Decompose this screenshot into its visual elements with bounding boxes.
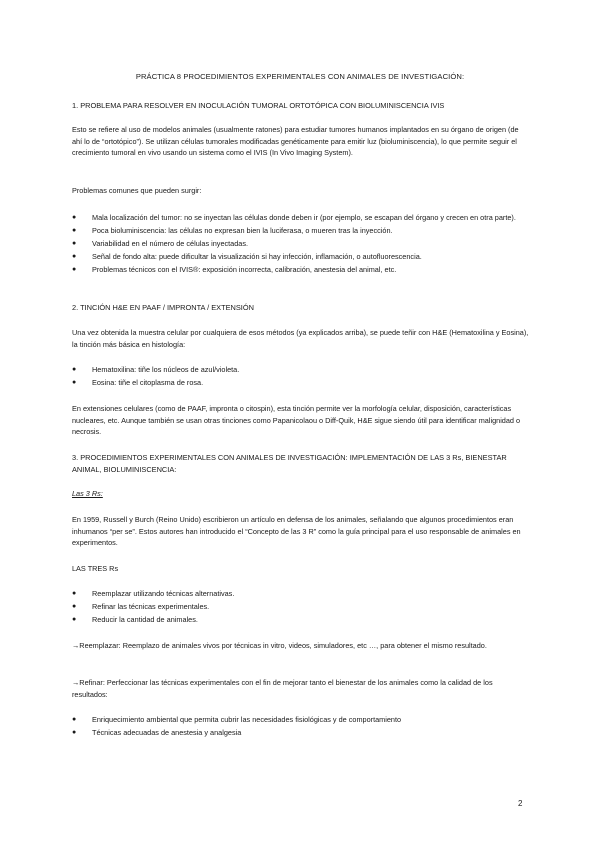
list-item [72, 588, 530, 600]
list-item [72, 601, 530, 613]
bullet-icon: ● [72, 616, 77, 623]
bullet-icon: ● [72, 214, 77, 221]
list-item-text: Reemplazar utilizando técnicas alternativas. [92, 589, 235, 598]
list-item [72, 238, 530, 250]
section-2-heading: 2. TINCIÓN H&E EN PAAF / IMPRONTA / EXTENSIÓN [72, 303, 254, 312]
list-item [72, 225, 530, 237]
list-item [72, 364, 530, 376]
section-3-subheading: Las 3 Rs: [72, 489, 103, 498]
section-2-paragraph-2: En extensiones celulares (como de PAAF, impronta o citospin), esta tinción permite ver la morfología celular, disposición, características nucleares, etc. Aunque también se usan otras tinciones como Papanicolaou o Diff-Quik, H&E sigue siendo útil para identificar malignidad o necrosis. [72, 404, 521, 436]
bullet-icon: ● [72, 729, 77, 736]
tres-rs-list-container [72, 588, 530, 627]
bullet-icon: ● [72, 603, 77, 610]
list-item-text: Mala localización del tumor: no se inyectan las células donde deben ir (por ejemplo, se escapan del órgano y crecen en otra parte). [92, 213, 516, 222]
list-item-text: Poca bioluminiscencia: las células no expresan bien la luciferasa, o mueren tras la inyección. [92, 226, 393, 235]
bullet-icon: ● [72, 590, 77, 597]
section-3-heading: 3. PROCEDIMIENTOS EXPERIMENTALES CON ANIMALES DE INVESTIGACIÓN: IMPLEMENTACIÓN DE LAS 3 Rs, BIENESTAR ANIMAL, BIOLUMINISCENCIA: [72, 453, 507, 474]
problems-intro: Problemas comunes que pueden surgir: [72, 186, 202, 195]
list-item [72, 614, 530, 626]
refinar-list [72, 714, 530, 739]
list-item-text: Refinar las técnicas experimentales. [92, 602, 210, 611]
list-item [72, 264, 530, 276]
page-number: 2 [518, 799, 523, 808]
document-title: PRÁCTICA 8 PROCEDIMIENTOS EXPERIMENTALES CON ANIMALES DE INVESTIGACIÓN: [135, 72, 465, 81]
bullet-icon: ● [72, 227, 77, 234]
list-item-text: Señal de fondo alta: puede dificultar la visualización si hay infección, inflamación, o autofluorescencia. [92, 252, 422, 261]
refinar-paragraph: →Refinar: Perfeccionar las técnicas experimentales con el fin de mejorar tanto el bienestar de los animales como la calidad de los resultados: [72, 678, 493, 699]
section-1-paragraph: Esto se refiere al uso de modelos animales (usualmente ratones) para estudiar tumores humanos implantados en su órgano de origen (de ahí lo de “ortotópico”). Se utilizan células tumorales modificadas genéticamente para emitir luz (bioluminiscencia), lo que permite seguir el crecimiento tumoral en vivo usando un sistema como el IVIS (In Vivo Imaging System). [72, 125, 519, 157]
refinar-list-container [72, 714, 530, 740]
list-item-text: Enriquecimiento ambiental que permita cubrir las necesidades fisiológicas y de comportamiento [92, 715, 402, 724]
stains-list-container [72, 364, 530, 390]
bullet-icon: ● [72, 379, 77, 386]
list-item [72, 251, 530, 263]
list-item-text: Hematoxilina: tiñe los núcleos de azul/violeta. [92, 365, 240, 374]
list-item-text: Reducir la cantidad de animales. [92, 615, 198, 624]
bullet-icon: ● [72, 253, 77, 260]
stains-list [72, 364, 530, 389]
reemplazar-paragraph: →Reemplazar: Reemplazo de animales vivos por técnicas in vitro, videos, simuladores, etc …, para obtener el mismo resultado. [72, 641, 487, 650]
list-item-text: Técnicas adecuadas de anestesia y analgesia [92, 728, 242, 737]
bullet-icon: ● [72, 716, 77, 723]
bullet-icon: ● [72, 240, 77, 247]
tres-rs-label: LAS TRES Rs [72, 564, 119, 573]
list-item [72, 727, 530, 739]
list-item-text: Problemas técnicos con el IVIS®: exposición incorrecta, calibración, anestesia del animal, etc. [92, 265, 397, 274]
problems-list [72, 212, 530, 276]
list-item [72, 212, 530, 224]
problems-list-container [72, 212, 530, 277]
section-1-heading: 1. PROBLEMA PARA RESOLVER EN INOCULACIÓN TUMORAL ORTOTÓPICA CON BIOLUMINISCENCIA IVIS [72, 101, 445, 110]
section-2-paragraph: Una vez obtenida la muestra celular por cualquiera de esos métodos (ya explicados arriba), se puede teñir con H&E (Hematoxilina y Eosina), la tinción más básica en histología: [72, 328, 529, 349]
section-3-paragraph: En 1959, Russell y Burch (Reino Unido) escribieron un artículo en defensa de los animales, señalando que algunos procedimientos eran inhumanos “per se”. Estos autores han introducido el “Concepto de las 3 R” como la guía principal para el uso responsable de animales en experimentos. [72, 515, 521, 547]
tres-rs-list [72, 588, 530, 626]
list-item-text: Eosina: tiñe el citoplasma de rosa. [92, 378, 204, 387]
list-item [72, 714, 530, 726]
list-item-text: Variabilidad en el número de células inyectadas. [92, 239, 249, 248]
list-item [72, 377, 530, 389]
bullet-icon: ● [72, 366, 77, 373]
bullet-icon: ● [72, 266, 77, 273]
